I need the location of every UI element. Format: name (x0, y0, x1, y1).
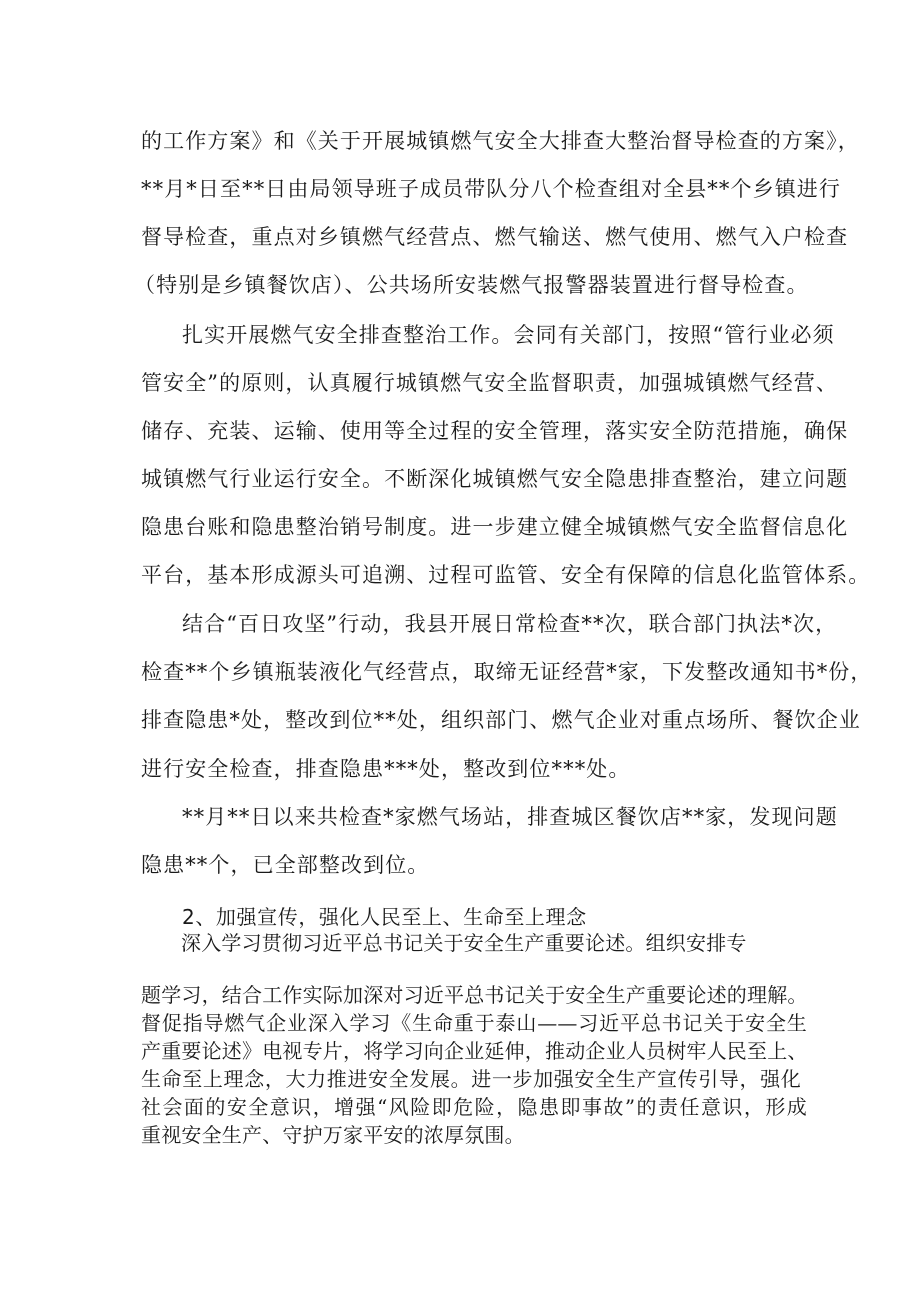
paragraph-1-line-4: （特别是乡镇餐饮店）、公共场所安装燃气报警器装置进行督导检查。 (134, 273, 809, 297)
final-paragraph-line-6: 重视安全生产、守护万家平安的浓厚氛围。 (141, 1123, 525, 1147)
paragraph-2-line-4: 城镇燃气行业运行安全。不断深化城镇燃气安全隐患排查整治，建立问题 (141, 467, 849, 491)
paragraph-2-line-5: 隐患台账和隐患整治销号制度。进一步建立健全城镇燃气安全监督信息化 (141, 515, 849, 539)
section-intro: 深入学习贯彻习近平总书记关于安全生产重要论述。组织安排专 (181, 931, 747, 955)
section-heading: 2、加强宣传，强化人民至上、生命至上理念 (182, 905, 587, 929)
paragraph-2-line-2: 管安全”的原则，认真履行城镇燃气安全监督职责，加强城镇燃气经营、 (141, 371, 838, 395)
paragraph-1-line-2: **月*日至**日由局领导班子成员带队分八个检查组对全县**个乡镇进行 (141, 177, 841, 201)
final-paragraph-line-5: 社会面的安全意识，增强“风险即危险，隐患即事故”的责任意识，形成 (141, 1095, 807, 1119)
paragraph-3-line-2: 检查**个乡镇瓶装液化气经营点，取缔无证经营*家，下发整改通知书*份， (141, 660, 873, 684)
paragraph-1-line-3: 督导检查，重点对乡镇燃气经营点、燃气输送、燃气使用、燃气入户检查 (141, 225, 849, 249)
paragraph-2-line-3: 储存、充装、运输、使用等全过程的安全管理，落实安全防范措施，确保 (141, 419, 849, 443)
paragraph-2-line-1: 扎实开展燃气安全排查整治工作。会同有关部门，按照“管行业必须 (182, 323, 835, 347)
paragraph-1-line-1: 的工作方案》和《关于开展城镇燃气安全大排查大整治督导检查的方案》， (141, 129, 860, 153)
paragraph-3-line-1: 结合“百日攻坚”行动，我县开展日常检查**次，联合部门执法*次， (182, 612, 838, 636)
paragraph-2-line-6: 平台，基本形成源头可追溯、过程可监管、安全有保障的信息化监管体系。 (141, 563, 871, 587)
final-paragraph-line-2: 督促指导燃气企业深入学习《生命重于泰山——习近平总书记关于安全生 (141, 1011, 807, 1035)
paragraph-3-line-3: 排查隐患*处，整改到位**处，组织部门、燃气企业对重点场所、餐饮企业 (141, 708, 861, 732)
final-paragraph-line-4: 生命至上理念，大力推进安全发展。进一步加强安全生产宣传引导，强化 (141, 1067, 801, 1091)
paragraph-3-line-4: 进行安全检查，排查隐患***处，整改到位***处。 (141, 757, 631, 781)
paragraph-4-line-1: **月**日以来共检查*家燃气场站，排查城区餐饮店**家，发现问题 (182, 805, 838, 829)
final-paragraph-line-3: 产重要论述》电视专片，将学习向企业延伸，推动企业人员树牢人民至上、 (141, 1039, 808, 1063)
final-paragraph-line-1: 题学习，结合工作实际加深对习近平总书记关于安全生产重要论述的理解。 (141, 983, 808, 1007)
paragraph-4-line-2: 隐患**个，已全部整改到位。 (141, 853, 430, 877)
